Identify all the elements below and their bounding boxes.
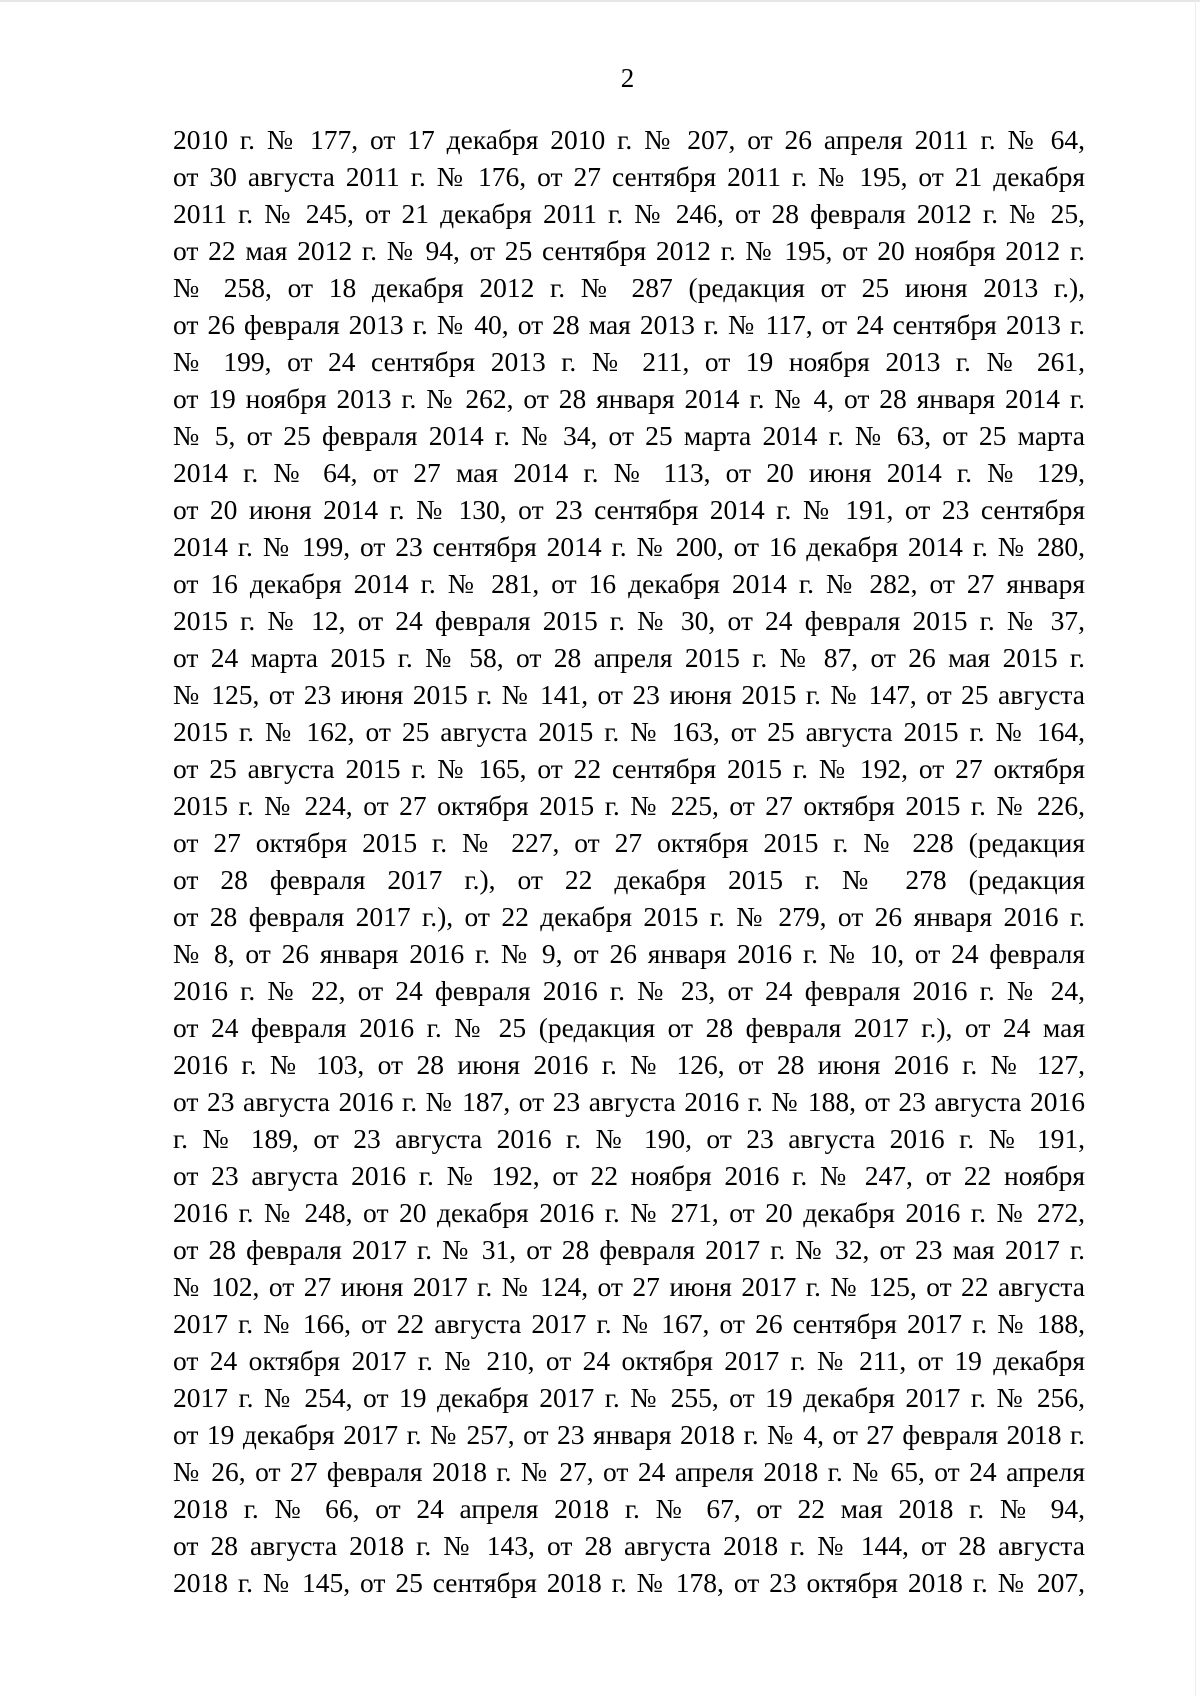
text-line: 2018 г. № 145, от 25 сентября 2018 г. № 178, от 23 октября 2018 г. № 207, bbox=[173, 1567, 1085, 1598]
text-line: от 23 августа 2016 г. № 192, от 22 ноября 2016 г. № 247, от 22 ноября bbox=[173, 1160, 1085, 1191]
text-line: от 20 июня 2014 г. № 130, от 23 сентября 2014 г. № 191, от 23 сентября bbox=[173, 494, 1085, 525]
text-line: от 23 августа 2016 г. № 187, от 23 августа 2016 г. № 188, от 23 августа 2016 bbox=[173, 1086, 1085, 1117]
text-line: 2015 г. № 224, от 27 октября 2015 г. № 225, от 27 октября 2015 г. № 226, bbox=[173, 790, 1085, 821]
text-line: 2010 г. № 177, от 17 декабря 2010 г. № 207, от 26 апреля 2011 г. № 64, bbox=[173, 124, 1085, 155]
text-line: 2015 г. № 162, от 25 августа 2015 г. № 163, от 25 августа 2015 г. № 164, bbox=[173, 716, 1085, 747]
text-line: от 28 февраля 2017 г.), от 22 декабря 2015 г. № 279, от 26 января 2016 г. bbox=[173, 901, 1085, 932]
scan-right-edge bbox=[1195, 0, 1196, 1696]
text-line: 2017 г. № 254, от 19 декабря 2017 г. № 255, от 19 декабря 2017 г. № 256, bbox=[173, 1382, 1085, 1413]
text-line: 2018 г. № 66, от 24 апреля 2018 г. № 67, от 22 мая 2018 г. № 94, bbox=[173, 1493, 1085, 1524]
text-line: от 24 октября 2017 г. № 210, от 24 октября 2017 г. № 211, от 19 декабря bbox=[173, 1345, 1085, 1376]
text-line: от 26 февраля 2013 г. № 40, от 28 мая 2013 г. № 117, от 24 сентября 2013 г. bbox=[173, 309, 1085, 340]
text-line: от 28 августа 2018 г. № 143, от 28 августа 2018 г. № 144, от 28 августа bbox=[173, 1530, 1085, 1561]
text-line: 2016 г. № 22, от 24 февраля 2016 г. № 23, от 24 февраля 2016 г. № 24, bbox=[173, 975, 1085, 1006]
text-line: от 28 февраля 2017 г.), от 22 декабря 2015 г. № 278 (редакция bbox=[173, 864, 1085, 895]
text-line: от 19 ноября 2013 г. № 262, от 28 января 2014 г. № 4, от 28 января 2014 г. bbox=[173, 383, 1085, 414]
text-line: 2014 г. № 199, от 23 сентября 2014 г. № 200, от 16 декабря 2014 г. № 280, bbox=[173, 531, 1085, 562]
text-line: от 16 декабря 2014 г. № 281, от 16 декабря 2014 г. № 282, от 27 января bbox=[173, 568, 1085, 599]
text-line: от 19 декабря 2017 г. № 257, от 23 января 2018 г. № 4, от 27 февраля 2018 г. bbox=[173, 1419, 1085, 1450]
text-line: 2014 г. № 64, от 27 мая 2014 г. № 113, от 20 июня 2014 г. № 129, bbox=[173, 457, 1085, 488]
text-line: от 28 февраля 2017 г. № 31, от 28 февраля 2017 г. № 32, от 23 мая 2017 г. bbox=[173, 1234, 1085, 1265]
text-line: № 199, от 24 сентября 2013 г. № 211, от 19 ноября 2013 г. № 261, bbox=[173, 346, 1085, 377]
text-line: от 24 марта 2015 г. № 58, от 28 апреля 2015 г. № 87, от 26 мая 2015 г. bbox=[173, 642, 1085, 673]
page-number: 2 bbox=[620, 63, 635, 93]
text-line: от 22 мая 2012 г. № 94, от 25 сентября 2012 г. № 195, от 20 ноября 2012 г. bbox=[173, 235, 1085, 266]
text-line: 2016 г. № 103, от 28 июня 2016 г. № 126, от 28 июня 2016 г. № 127, bbox=[173, 1049, 1085, 1080]
text-line: от 24 февраля 2016 г. № 25 (редакция от 28 февраля 2017 г.), от 24 мая bbox=[173, 1012, 1085, 1043]
text-line: № 258, от 18 декабря 2012 г. № 287 (редакция от 25 июня 2013 г.), bbox=[173, 272, 1085, 303]
text-line: 2011 г. № 245, от 21 декабря 2011 г. № 246, от 28 февраля 2012 г. № 25, bbox=[173, 198, 1085, 229]
text-line: № 125, от 23 июня 2015 г. № 141, от 23 июня 2015 г. № 147, от 25 августа bbox=[173, 679, 1085, 710]
text-line: от 27 октября 2015 г. № 227, от 27 октября 2015 г. № 228 (редакция bbox=[173, 827, 1085, 858]
body-text bbox=[173, 121, 1085, 1601]
text-line: 2016 г. № 248, от 20 декабря 2016 г. № 271, от 20 декабря 2016 г. № 272, bbox=[173, 1197, 1085, 1228]
scan-top-edge bbox=[0, 0, 1200, 2]
text-line: № 5, от 25 февраля 2014 г. № 34, от 25 марта 2014 г. № 63, от 25 марта bbox=[173, 420, 1085, 451]
text-line: № 8, от 26 января 2016 г. № 9, от 26 января 2016 г. № 10, от 24 февраля bbox=[173, 938, 1085, 969]
text-line: г. № 189, от 23 августа 2016 г. № 190, от 23 августа 2016 г. № 191, bbox=[173, 1123, 1085, 1154]
text-line: от 30 августа 2011 г. № 176, от 27 сентября 2011 г. № 195, от 21 декабря bbox=[173, 161, 1085, 192]
text-line: № 102, от 27 июня 2017 г. № 124, от 27 июня 2017 г. № 125, от 22 августа bbox=[173, 1271, 1085, 1302]
text-line: 2017 г. № 166, от 22 августа 2017 г. № 167, от 26 сентября 2017 г. № 188, bbox=[173, 1308, 1085, 1339]
text-line: № 26, от 27 февраля 2018 г. № 27, от 24 апреля 2018 г. № 65, от 24 апреля bbox=[173, 1456, 1085, 1487]
text-line: от 25 августа 2015 г. № 165, от 22 сентября 2015 г. № 192, от 27 октября bbox=[173, 753, 1085, 784]
text-line: 2015 г. № 12, от 24 февраля 2015 г. № 30, от 24 февраля 2015 г. № 37, bbox=[173, 605, 1085, 636]
